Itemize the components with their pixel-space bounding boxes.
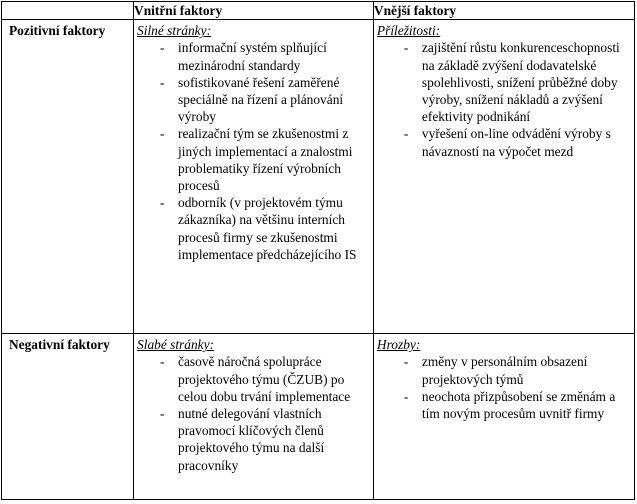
header-corner-cell [2, 2, 134, 20]
strengths-list [134, 39, 373, 263]
strengths-cell [134, 20, 374, 334]
row-label-negative: Negativní faktory [2, 334, 134, 500]
header-external-factors: Vnější faktory [373, 2, 634, 20]
list-item: - realizační tým se zkušenostmi z jiných implementací a znalostmi problematiky řízení výrobních procesů [178, 125, 364, 194]
header-row [2, 2, 635, 20]
list-item: - neochota přizpůsobení se změnám a tím novým procesům uvnitř firmy [422, 388, 622, 422]
weaknesses-cell [134, 334, 374, 500]
opportunities-list [374, 39, 634, 159]
list-item: - zajištění růstu konkurenceschopnosti na základě zvýšení dodavatelské spolehlivosti, snížení průběžné doby výroby, snížení nákladů a zvýšení efektivity podnikání [422, 39, 622, 125]
threats-list [374, 353, 634, 422]
positive-factors-row [2, 20, 635, 334]
threats-cell [373, 334, 634, 500]
weaknesses-list [134, 353, 373, 473]
opportunities-cell [373, 20, 634, 334]
row-label-positive: Pozitivní faktory [2, 20, 134, 334]
list-item: - nutné delegování vlastních pravomocí klíčových členů projektového týmu na další pracovníky [178, 405, 364, 474]
list-item: - změny v personálním obsazení projektových týmů [422, 353, 622, 387]
header-internal-factors: Vnitřní faktory [134, 2, 374, 20]
list-item: - časově náročná spolupráce projektového týmu (ČZUB) po celou dobu trvání implementace [178, 353, 364, 405]
weaknesses-title: Slabé stránky: [137, 337, 215, 353]
list-item: - sofistikované řešení zaměřené speciálně na řízení a plánování výroby [178, 74, 364, 126]
list-item: - informační systém splňující mezinárodní standardy [178, 39, 364, 73]
threats-title: Hrozby: [376, 337, 421, 353]
list-item: - odborník (v projektovém týmu zákazníka) na většinu interních procesů firmy se zkušenostmi implementace předcházejícího IS [178, 194, 364, 263]
strengths-title: Silné stránky: [137, 23, 212, 39]
list-item: - vyřešení on-line odvádění výroby s návazností na výpočet mezd [422, 125, 622, 159]
swot-table [1, 1, 635, 500]
negative-factors-row [2, 334, 635, 500]
opportunities-title: Příležitosti: [376, 23, 441, 39]
